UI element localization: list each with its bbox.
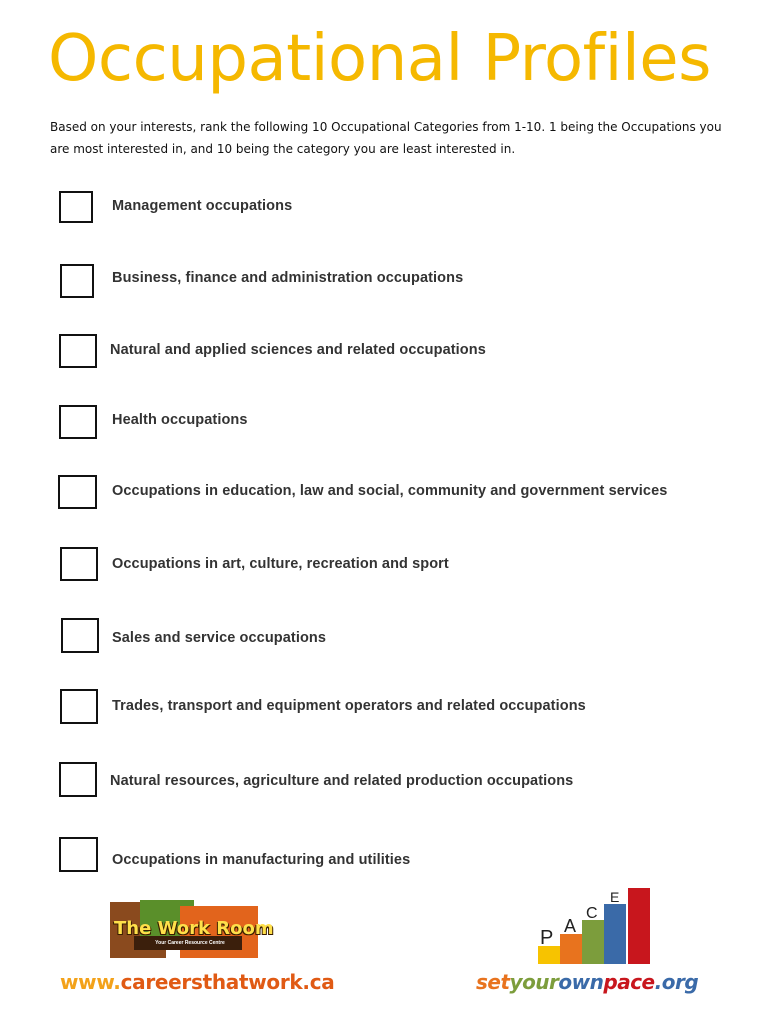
url-set: set	[476, 970, 510, 994]
url-prefix: www.	[60, 970, 121, 994]
category-item	[0, 836, 768, 876]
pace-letter-c: C	[586, 905, 598, 922]
page-title: Occupational Profiles	[48, 22, 711, 96]
category-label: Occupations in art, culture, recreation and sport	[112, 556, 449, 572]
category-label: Health occupations	[112, 412, 248, 428]
pace-bar-blue	[604, 904, 626, 964]
url-pace: pace	[603, 970, 655, 994]
category-label: Occupations in education, law and social, community and government services	[112, 483, 668, 499]
pace-bar-orange	[560, 934, 582, 964]
rank-checkbox[interactable]	[59, 837, 98, 872]
rank-checkbox[interactable]	[59, 762, 97, 797]
category-item	[0, 617, 768, 657]
category-item	[0, 762, 768, 802]
category-label: Natural resources, agriculture and related production occupations	[110, 773, 574, 789]
rank-checkbox[interactable]	[60, 689, 98, 724]
rank-checkbox[interactable]	[61, 618, 99, 653]
url-suffix: .ca	[302, 970, 335, 994]
work-room-tagline: Your Career Resource Centre	[155, 940, 225, 946]
pace-letter-e: E	[610, 889, 620, 905]
rank-checkbox[interactable]	[59, 191, 93, 223]
pace-bar-green	[582, 920, 604, 964]
rank-checkbox[interactable]	[58, 475, 97, 509]
category-item	[0, 262, 768, 302]
category-label: Occupations in manufacturing and utilities	[112, 852, 411, 868]
rank-checkbox[interactable]	[59, 334, 97, 368]
category-item	[0, 546, 768, 586]
category-label: Management occupations	[112, 198, 293, 214]
category-label: Business, finance and administration occupations	[112, 270, 464, 286]
url-own: own	[558, 970, 604, 994]
url-tld: .org	[654, 970, 699, 994]
instructions-text: Based on your interests, rank the following 10 Occupational Categories from 1-10. 1 being the Occupations you are most interested in, and 10 being the category you are least interested in.	[50, 120, 722, 156]
url-main: careersthatwork	[120, 970, 303, 994]
category-label: Natural and applied sciences and related occupations	[110, 342, 486, 358]
category-label: Sales and service occupations	[112, 630, 327, 646]
pace-letter-p: P	[540, 927, 554, 949]
careers-url-link[interactable]	[60, 970, 334, 994]
category-item	[0, 334, 768, 374]
work-room-name: The Work Room	[114, 918, 274, 939]
category-item	[0, 474, 768, 514]
rank-checkbox[interactable]	[60, 264, 94, 298]
work-room-logo	[110, 900, 274, 962]
category-item	[0, 688, 768, 728]
category-item	[0, 190, 768, 230]
pace-url-link[interactable]	[476, 970, 698, 994]
url-your: your	[509, 970, 559, 994]
rank-checkbox[interactable]	[59, 405, 97, 439]
category-label: Trades, transport and equipment operators and related occupations	[112, 698, 586, 714]
pace-letter-a: A	[564, 916, 577, 936]
pace-logo	[532, 884, 652, 966]
category-item	[0, 404, 768, 444]
rank-checkbox[interactable]	[60, 547, 98, 581]
pace-bar-red	[628, 888, 650, 964]
